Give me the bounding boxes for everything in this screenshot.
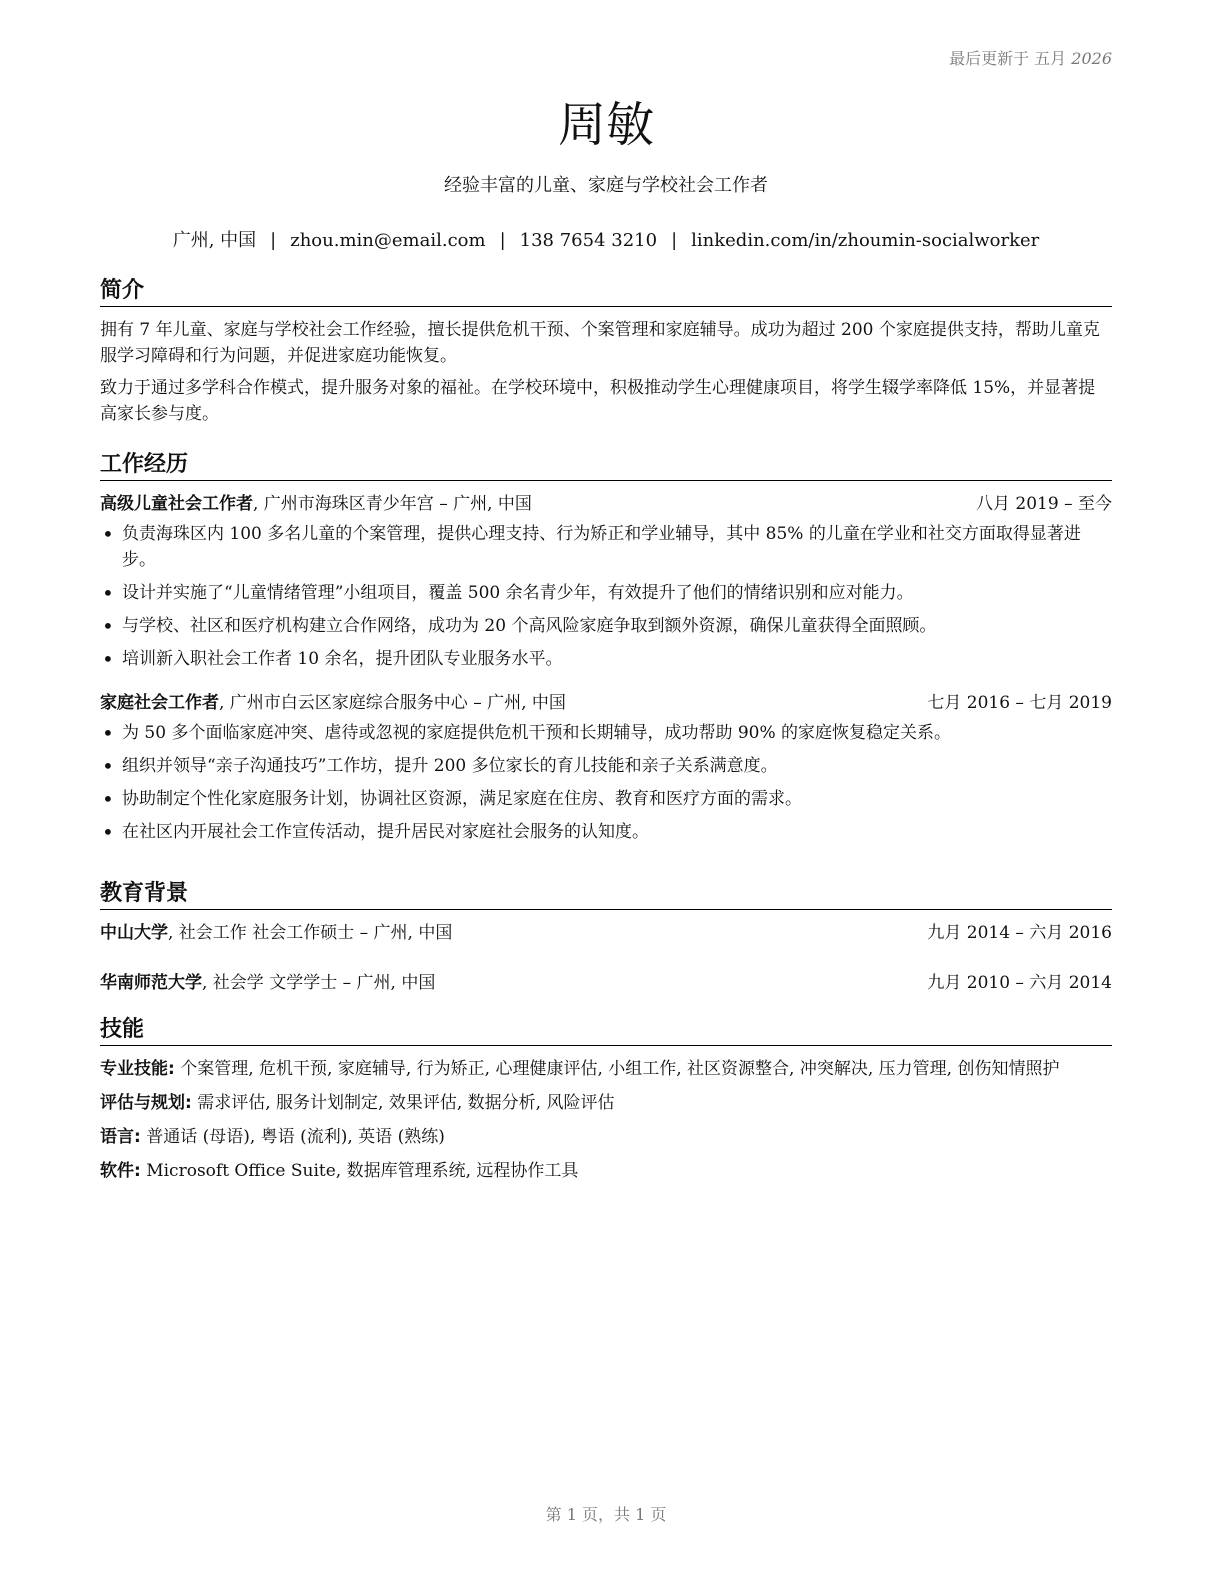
bullet-item: • 培训新入职社会工作者 10 余名，提升团队专业服务水平。 <box>100 646 1112 672</box>
job-entry <box>100 690 1112 845</box>
degree-detail: , 社会学 文学学士 – 广州, 中国 <box>202 973 436 993</box>
job-role: 高级儿童社会工作者 <box>100 494 253 514</box>
skill-line <box>100 1124 1112 1150</box>
skills-section <box>100 1017 1112 1192</box>
job-header <box>100 491 1112 517</box>
job-bullets <box>100 521 1112 672</box>
resume-page <box>100 0 1112 1584</box>
education-dates: 九月 2010 – 六月 2014 <box>927 973 1112 993</box>
job-entry <box>100 491 1112 672</box>
education-section <box>100 881 1112 996</box>
skill-value: 需求评估, 服务计划制定, 效果评估, 数据分析, 风险评估 <box>191 1093 615 1113</box>
degree-detail: , 社会工作 社会工作硕士 – 广州, 中国 <box>168 923 453 943</box>
skill-label: 专业技能: <box>100 1059 175 1079</box>
last-updated-year: 2026 <box>1071 49 1112 68</box>
separator: | <box>499 230 506 251</box>
education-entry <box>100 970 1112 996</box>
contact-email[interactable]: zhou.min@email.com <box>290 230 486 251</box>
bullet-item: • 负责海珠区内 100 多名儿童的个案管理，提供心理支持、行为矫正和学业辅导，其中 85% 的儿童在学业和社交方面取得显著进步。 <box>100 521 1112 573</box>
job-dates: 七月 2016 – 七月 2019 <box>927 693 1112 713</box>
contact-line <box>100 226 1112 252</box>
bullet-item: • 与学校、社区和医疗机构建立合作网络，成功为 20 个高风险家庭争取到额外资源，确保儿童获得全面照顾。 <box>100 613 1112 639</box>
section-title-skills: 技能 <box>100 1017 1112 1046</box>
contact-phone[interactable]: 138 7654 3210 <box>519 230 658 251</box>
page-number: 第 1 页，共 1 页 <box>545 1505 667 1524</box>
headline: 经验丰富的儿童、家庭与学校社会工作者 <box>444 175 768 196</box>
skill-label: 评估与规划: <box>100 1093 192 1113</box>
bullet-item: • 在社区内开展社会工作宣传活动，提升居民对家庭社会服务的认知度。 <box>100 819 1112 845</box>
section-title-education: 教育背景 <box>100 881 1112 910</box>
bullet-item: • 协助制定个性化家庭服务计划，协调社区资源，满足家庭在住房、教育和医疗方面的需求。 <box>100 786 1112 812</box>
bullet-item: • 为 50 多个面临家庭冲突、虐待或忽视的家庭提供危机干预和长期辅导，成功帮助 90% 的家庭恢复稳定关系。 <box>100 720 1112 746</box>
skill-line <box>100 1158 1112 1184</box>
experience-section <box>100 452 1112 852</box>
last-updated-label: 最后更新于 五月 <box>949 49 1067 68</box>
contact-linkedin[interactable]: linkedin.com/in/zhoumin-socialworker <box>691 230 1040 251</box>
education-dates: 九月 2014 – 六月 2016 <box>927 923 1112 943</box>
school-name: 中山大学 <box>100 923 168 943</box>
skill-line <box>100 1056 1112 1082</box>
job-org: , 广州市海珠区青少年宫 – 广州, 中国 <box>253 494 532 514</box>
section-title-summary: 简介 <box>100 278 1112 307</box>
skill-line <box>100 1090 1112 1116</box>
education-entry <box>100 920 1112 946</box>
separator: | <box>671 230 678 251</box>
summary-section <box>100 278 1112 433</box>
summary-paragraph: 致力于通过多学科合作模式，提升服务对象的福祉。在学校环境中，积极推动学生心理健康项目，将学生辍学率降低 15%，并显著提高家长参与度。 <box>100 378 1096 424</box>
job-bullets <box>100 720 1112 845</box>
bullet-item: • 设计并实施了“儿童情绪管理”小组项目，覆盖 500 余名青少年，有效提升了他们的情绪识别和应对能力。 <box>100 580 1112 606</box>
skill-value: Microsoft Office Suite, 数据库管理系统, 远程协作工具 <box>140 1161 579 1181</box>
skill-label: 语言: <box>100 1127 141 1147</box>
last-updated <box>949 46 1112 69</box>
skill-value: 个案管理, 危机干预, 家庭辅导, 行为矫正, 心理健康评估, 小组工作, 社区资源整合, 冲突解决, 压力管理, 创伤知情照护 <box>174 1059 1060 1079</box>
job-dates: 八月 2019 – 至今 <box>976 494 1112 514</box>
skill-value: 普通话 (母语), 粤语 (流利), 英语 (熟练) <box>140 1127 445 1147</box>
skill-label: 软件: <box>100 1161 141 1181</box>
bullet-item: • 组织并领导“亲子沟通技巧”工作坊，提升 200 多位家长的育儿技能和亲子关系满意度。 <box>100 753 1112 779</box>
job-org: , 广州市白云区家庭综合服务中心 – 广州, 中国 <box>219 693 566 713</box>
separator: | <box>270 230 277 251</box>
job-header <box>100 690 1112 716</box>
person-name: 周敏 <box>557 97 654 153</box>
contact-location: 广州, 中国 <box>172 230 257 251</box>
job-role: 家庭社会工作者 <box>100 693 219 713</box>
section-title-experience: 工作经历 <box>100 452 1112 481</box>
school-name: 华南师范大学 <box>100 973 202 993</box>
summary-paragraph: 拥有 7 年儿童、家庭与学校社会工作经验，擅长提供危机干预、个案管理和家庭辅导。成功为超过 200 个家庭提供支持，帮助儿童克服学习障碍和行为问题，并促进家庭功能恢复。 <box>100 320 1100 366</box>
